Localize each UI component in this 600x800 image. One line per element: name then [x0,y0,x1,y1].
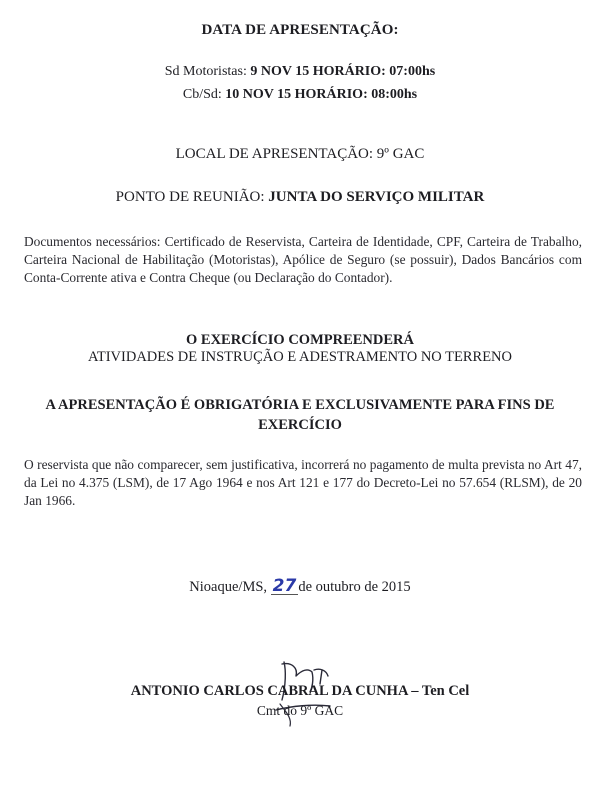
presentation-date-heading: DATA DE APRESENTAÇÃO: [201,22,399,38]
schedule-label: Cb/Sd: [182,87,222,102]
location-value: 9º GAC [376,146,425,162]
penalty-paragraph: O reservista que não comparecer, sem justificativa, incorrerá no pagamento de multa prevista no Art 47, da Lei no 4.375 (LSM), de 17 Ago 1964 e nos Art 121 e 177 do Decreto-Lei no 57.654 (RLSM), de 20 Jan 1966. [24,457,582,508]
exercise-subheading: ATIVIDADES DE INSTRUÇÃO E ADESTRAMENTO NO TERRENO [88,349,512,365]
meeting-point-label: PONTO DE REUNIÃO: [115,189,265,205]
place-and-date [0,578,600,596]
schedule-line-motoristas [0,64,600,80]
exercise-heading: O EXERCÍCIO COMPREENDERÁ [186,332,414,348]
signer-role: Cmt do 9º GAC [256,703,344,718]
signer-name: ANTONIO CARLOS CABRAL DA CUNHA – Ten Cel [130,683,470,699]
meeting-point-value: JUNTA DO SERVIÇO MILITAR [268,189,485,205]
location-label: LOCAL DE APRESENTAÇÃO: [175,146,374,162]
schedule-line-cb-sd [0,87,600,103]
place-prefix: Nioaque/MS, [189,579,268,595]
schedule-value: 10 NOV 15 HORÁRIO: 08:00hs [225,87,418,102]
schedule-label: Sd Motoristas: [164,64,247,79]
schedule-value: 9 NOV 15 HORÁRIO: 07:00hs [250,64,436,79]
mandatory-notice: A APRESENTAÇÃO É OBRIGATÓRIA E EXCLUSIVAMENTE PARA FINS DE EXERCÍCIO [45,397,555,433]
required-documents-paragraph: Documentos necessários: Certificado de Reservista, Carteira de Identidade, CPF, Carteira de Trabalho, Carteira Nacional de Habilitação (Motoristas), Apólice de Seguro (se possuir), Dados Bancários com Conta-Corrente ativa e Contra Cheque (ou Declaração do Contador). [24,234,582,285]
date-suffix: de outubro de 2015 [298,579,411,595]
handwritten-day: 27 [272,576,297,596]
meeting-point [0,189,600,206]
presentation-location [0,146,600,163]
